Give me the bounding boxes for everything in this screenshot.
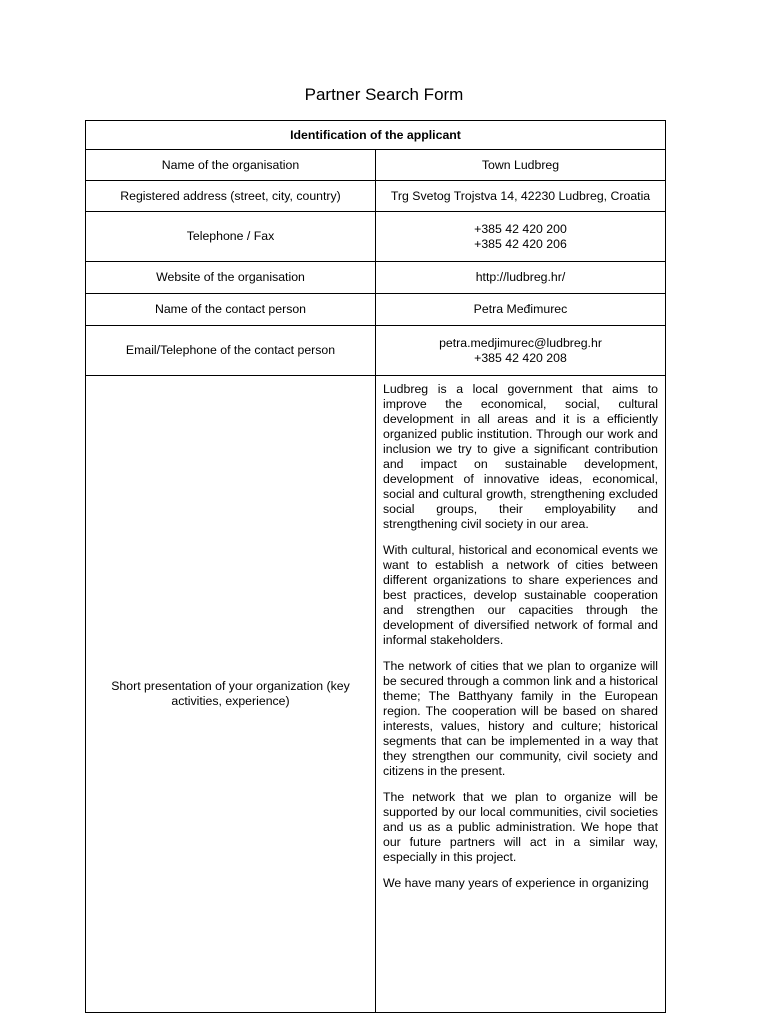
section-heading: Identification of the applicant xyxy=(86,121,666,150)
telephone-value: +385 42 420 200 xyxy=(474,221,567,236)
page-title: Partner Search Form xyxy=(304,85,464,104)
presentation-paragraph: Ludbreg is a local government that aims to improve the economical, social, cultural development in all areas and it is a efficiently organized public institution. Through our work and inclusion we try to give a significant contribution and impact on sustainable development, development of innovative ideas, economical, social and cultural growth, strengthening excluded social groups, their employability and strengthening civil society in our area. xyxy=(383,382,658,531)
website-label: Website of the organisation xyxy=(86,262,376,294)
contact-phone-value: +385 42 420 208 xyxy=(474,350,567,365)
organisation-name-value: Town Ludbreg xyxy=(376,150,666,181)
presentation-paragraph: The network of cities that we plan to organize will be secured through a common link and a historical theme; The Batthyany family in the European region. The cooperation will be based on shared interests, values, history and culture; historical segments that can be implemented in a way that they strengthen our community, civil society and citizens in the present. xyxy=(383,659,658,778)
address-value: Trg Svetog Trojstva 14, 42230 Ludbreg, Croatia xyxy=(376,181,666,212)
telephone-fax-value xyxy=(376,212,666,262)
organisation-name-label: Name of the organisation xyxy=(86,150,376,181)
presentation-text xyxy=(376,376,666,1013)
fax-value: +385 42 420 206 xyxy=(474,236,567,251)
website-value: http://ludbreg.hr/ xyxy=(376,262,666,294)
presentation-paragraph: With cultural, historical and economical events we want to establish a network of cities between different organizations to share experiences and best practices, develop sustainable cooperation and strengthen our capacities through the development of diversified network of formal and informal stakeholders. xyxy=(383,543,658,647)
presentation-paragraph: The network that we plan to organize will be supported by our local communities, civil societies and us as a public administration. We hope that our future partners will act in a similar way, especially in this project. xyxy=(383,790,658,864)
partner-form-table xyxy=(85,120,666,1013)
contact-person-label: Name of the contact person xyxy=(86,294,376,326)
contact-email-phone-label: Email/Telephone of the contact person xyxy=(86,326,376,376)
contact-email-phone-value xyxy=(376,326,666,376)
telephone-fax-label: Telephone / Fax xyxy=(86,212,376,262)
presentation-label: Short presentation of your organization (key activities, experience) xyxy=(86,376,376,1013)
address-label: Registered address (street, city, country) xyxy=(86,181,376,212)
contact-email-value: petra.medjimurec@ludbreg.hr xyxy=(439,335,602,350)
contact-person-value: Petra Međimurec xyxy=(376,294,666,326)
presentation-paragraph: We have many years of experience in organizing xyxy=(383,876,649,890)
